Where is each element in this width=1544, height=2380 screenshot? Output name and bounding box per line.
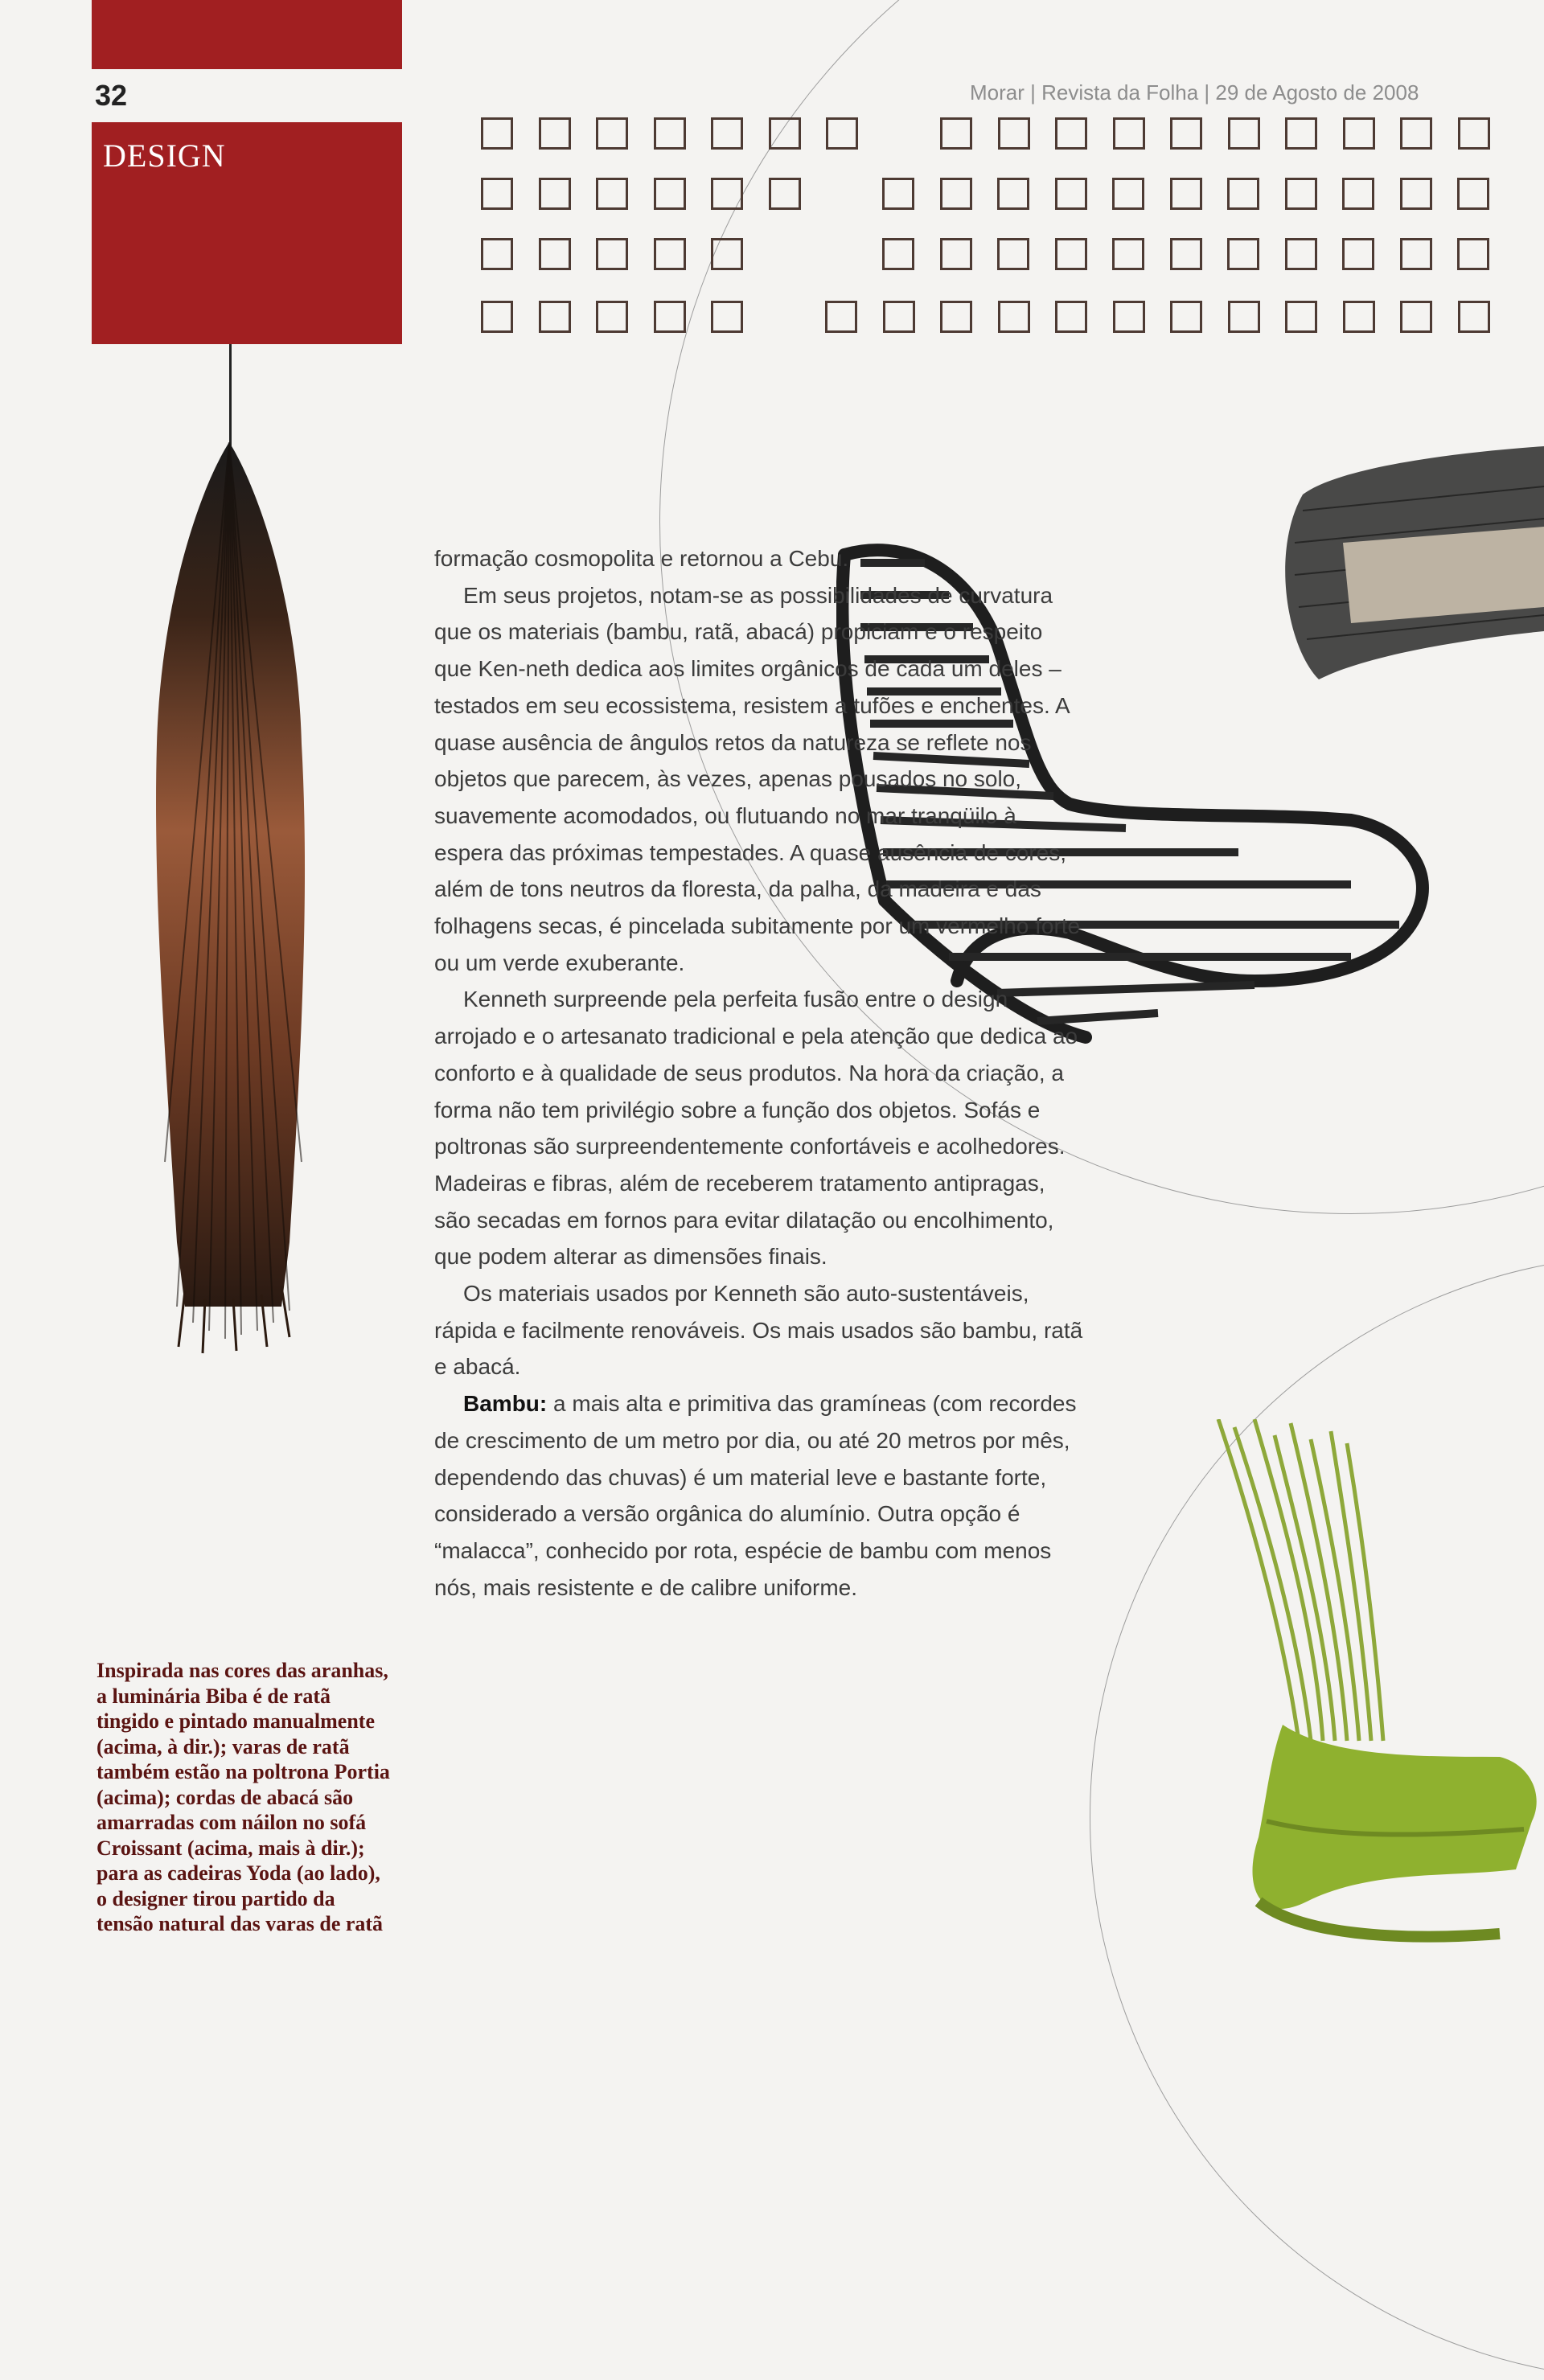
decorative-square [711, 178, 743, 210]
decorative-square [711, 238, 743, 270]
top-accent-bar [92, 0, 402, 69]
decorative-square [882, 178, 914, 210]
decorative-square [997, 238, 1029, 270]
decorative-square [1457, 238, 1489, 270]
decorative-square [711, 117, 743, 150]
decorative-square [1228, 301, 1260, 333]
decorative-square [1400, 238, 1432, 270]
running-header: Morar | Revista da Folha | 29 de Agosto de 2008 [970, 80, 1419, 105]
decorative-square [1113, 117, 1145, 150]
decorative-square [882, 238, 914, 270]
decorative-square [481, 117, 513, 150]
page-number: 32 [95, 79, 128, 112]
decorative-square [1170, 301, 1202, 333]
decorative-square [1342, 178, 1374, 210]
decorative-square [654, 301, 686, 333]
article-paragraph-5 [434, 1385, 1086, 1606]
decorative-square [1458, 301, 1490, 333]
decorative-square [997, 178, 1029, 210]
decorative-square [711, 301, 743, 333]
decorative-square [1170, 238, 1202, 270]
decorative-square [539, 117, 571, 150]
decorative-square [1112, 238, 1144, 270]
decorative-square [940, 301, 972, 333]
decorative-square [940, 178, 972, 210]
article-paragraph-4: Os materiais usados por Kenneth são auto-sustentáveis, rápida e facilmente renováveis. Os mais usados são bambu, ratã e abacá. [434, 1281, 1083, 1380]
decorative-square [1055, 117, 1087, 150]
decorative-square [769, 178, 801, 210]
decorative-square [1113, 301, 1145, 333]
photo-caption: Inspirada nas cores das aranhas, a luminária Biba é de ratã tingido e pintado manualmente (acima, à dir.); varas de ratã também estão na poltrona Portia (acima); cordas de abacá são amarradas com náilon no sofá Croissant (acima, mais à dir.); para as cadeiras Yoda (ao lado), o designer tirou partido da tensão natural das varas de ratã [96, 1659, 390, 1935]
decorative-square [1457, 178, 1489, 210]
article-paragraph-2: Em seus projetos, notam-se as possibilidades de curvatura que os materiais (bambu, ratã, abacá) propiciam e o respeito que Ken-neth dedica aos limites orgânicos de cada um deles –testados em seu ecossistema, resistem a tufões e enchentes. A quase ausência de ângulos retos da natureza se reflete nos objetos que parecem, às vezes, apenas pousados no solo, suavemente acomodados, ou flutuando no mar tranqüilo à espera das próximas tempestades. A quase ausência de cores, além de tons neutros da floresta, da palha, da madeira e das folhagens secas, é pincelada subitamente por um vermelho forte ou um verde exuberante. [434, 582, 1081, 975]
decorative-square [769, 117, 801, 150]
decorative-square [1112, 178, 1144, 210]
article-body [434, 540, 1086, 1606]
decorative-square [1285, 117, 1317, 150]
decorative-square [1228, 117, 1260, 150]
decorative-square [539, 238, 571, 270]
lamp-biba-image [129, 438, 330, 1355]
decorative-square [654, 238, 686, 270]
decorative-square [481, 301, 513, 333]
decorative-square [596, 117, 628, 150]
decorative-square [826, 117, 858, 150]
bambu-text: a mais alta e primitiva das gramíneas (com recordes de crescimento de um metro por dia, ou até 20 metros por mês, dependendo das chuvas) é um material leve e bastante forte, considerado a versão orgânica do alumínio. Outra opção é “malacca”, conhecido por rota, espécie de bambu com menos nós, mais resistente e de calibre uniforme. [434, 1391, 1077, 1600]
decorative-square [1400, 301, 1432, 333]
decorative-square [539, 178, 571, 210]
sofa-croissant-image [1271, 438, 1544, 696]
decorative-square [1285, 238, 1317, 270]
decorative-square [654, 178, 686, 210]
bambu-label: Bambu: [463, 1391, 548, 1417]
chair-yoda-image [1210, 1419, 1544, 1966]
decorative-square [1170, 117, 1202, 150]
decorative-square [998, 117, 1030, 150]
decorative-square [1458, 117, 1490, 150]
decorative-square [1055, 301, 1087, 333]
decorative-square [1400, 117, 1432, 150]
article-paragraph-1: formação cosmopolita e retornou a Cebu. [434, 546, 849, 571]
decorative-square [1343, 117, 1375, 150]
section-label: DESIGN [103, 137, 226, 174]
decorative-square [1055, 178, 1087, 210]
decorative-square [1343, 301, 1375, 333]
decorative-square [1285, 178, 1317, 210]
decorative-square [825, 301, 857, 333]
decorative-square [1285, 301, 1317, 333]
decorative-square [883, 301, 915, 333]
decorative-square [998, 301, 1030, 333]
decorative-square [596, 301, 628, 333]
decorative-square [596, 178, 628, 210]
decorative-square [1342, 238, 1374, 270]
section-box [92, 122, 402, 344]
decorative-square [539, 301, 571, 333]
decorative-square [481, 178, 513, 210]
decorative-square [940, 238, 972, 270]
article-paragraph-3: Kenneth surpreende pela perfeita fusão entre o design arrojado e o artesanato tradicional e pela atenção que dedica ao conforto e à qualidade de seus produtos. Na hora da criação, a forma não tem privilégio sobre a função dos objetos. Sofás e poltronas são surpreendentemente confortáveis e acolhedores. Madeiras e fibras, além de receberem tratamento antipragas, são secadas em fornos para evitar dilatação ou encolhimento, que podem alterar as dimensões finais. [434, 987, 1078, 1270]
decorative-square [940, 117, 972, 150]
decorative-square [1227, 178, 1259, 210]
decorative-square [1400, 178, 1432, 210]
decorative-square [481, 238, 513, 270]
decorative-square [1055, 238, 1087, 270]
decorative-square [596, 238, 628, 270]
lamp-cord [229, 344, 232, 449]
decorative-square [1227, 238, 1259, 270]
decorative-square [1170, 178, 1202, 210]
decorative-square [654, 117, 686, 150]
